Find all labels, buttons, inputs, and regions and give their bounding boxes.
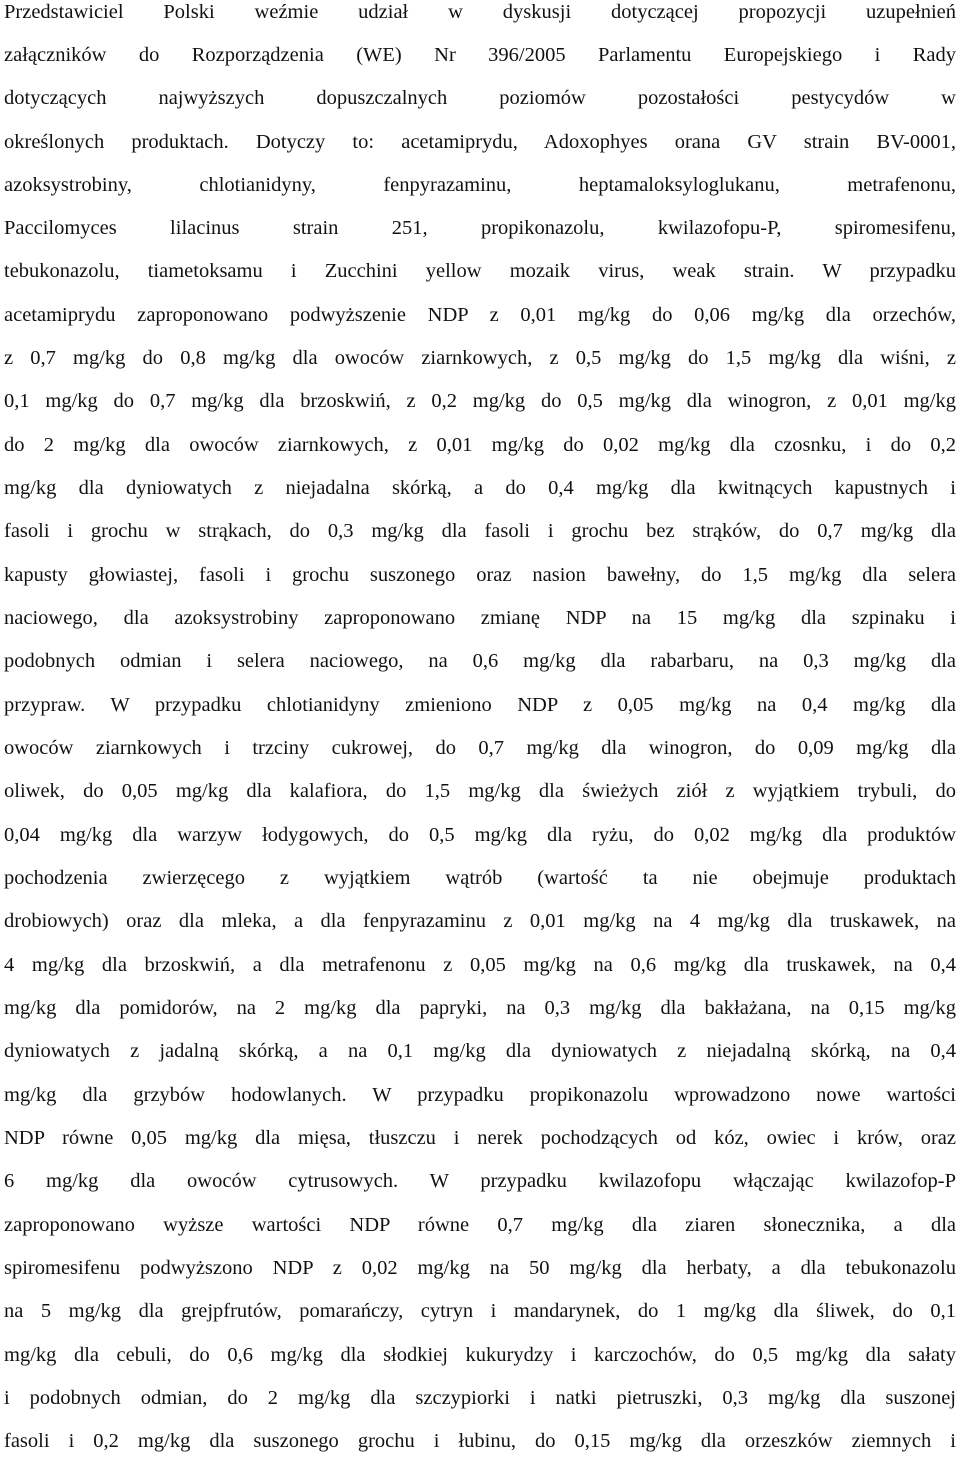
paragraph-line: naciowego, dla azoksystrobiny zaproponowano zmianę NDP na 15 mg/kg dla szpinaku i xyxy=(4,607,956,629)
paragraph-line: mg/kg dla cebuli, do 0,6 mg/kg dla słodkiej kukurydzy i karczochów, do 0,5 mg/kg dla sałaty xyxy=(4,1344,956,1366)
paragraph-line: określonych produktach. Dotyczy to: acetamiprydu, Adoxophyes orana GV strain BV-0001, xyxy=(4,131,956,153)
paragraph-line: dotyczących najwyższych dopuszczalnych poziomów pozostałości pestycydów w xyxy=(4,87,956,109)
paragraph-line: Przedstawiciel Polski weźmie udział w dyskusji dotyczącej propozycji uzupełnień xyxy=(4,1,956,23)
paragraph-line: pochodzenia zwierzęcego z wyjątkiem wątrób (wartość ta nie obejmuje produktach xyxy=(4,867,956,889)
paragraph-line: Paccilomyces lilacinus strain 251, propikonazolu, kwilazofopu-P, spiromesifenu, xyxy=(4,217,956,239)
paragraph-line: mg/kg dla pomidorów, na 2 mg/kg dla papryki, na 0,3 mg/kg dla bakłażana, na 0,15 mg/kg xyxy=(4,997,956,1019)
paragraph-line: 0,1 mg/kg do 0,7 mg/kg dla brzoskwiń, z 0,2 mg/kg do 0,5 mg/kg dla winogron, z 0,01 mg/kg xyxy=(4,390,956,412)
paragraph-line: mg/kg dla grzybów hodowlanych. W przypadku propikonazolu wprowadzono nowe wartości xyxy=(4,1084,956,1106)
paragraph-line: z 0,7 mg/kg do 0,8 mg/kg dla owoców ziarnkowych, z 0,5 mg/kg do 1,5 mg/kg dla wiśni, z xyxy=(4,347,956,369)
paragraph-line: mg/kg dla dyniowatych z niejadalna skórką, a do 0,4 mg/kg dla kwitnących kapustnych i xyxy=(4,477,956,499)
paragraph-line: kapusty głowiastej, fasoli i grochu suszonego oraz nasion bawełny, do 1,5 mg/kg dla selera xyxy=(4,564,956,586)
paragraph-line: dyniowatych z jadalną skórką, a na 0,1 mg/kg dla dyniowatych z niejadalną skórką, na 0,4 xyxy=(4,1040,956,1062)
paragraph-line: tebukonazolu, tiametoksamu i Zucchini yellow mozaik virus, weak strain. W przypadku xyxy=(4,260,956,282)
paragraph-line: spiromesifenu podwyższono NDP z 0,02 mg/kg na 50 mg/kg dla herbaty, a dla tebukonazolu xyxy=(4,1257,956,1279)
paragraph-line: 0,04 mg/kg dla warzyw łodygowych, do 0,5 mg/kg dla ryżu, do 0,02 mg/kg dla produktów xyxy=(4,824,956,846)
paragraph-line: 4 mg/kg dla brzoskwiń, a dla metrafenonu z 0,05 mg/kg na 0,6 mg/kg dla truskawek, na 0,4 xyxy=(4,954,956,976)
paragraph-line: załączników do Rozporządzenia (WE) Nr 396/2005 Parlamentu Europejskiego i Rady xyxy=(4,44,956,66)
paragraph-line: owoców ziarnkowych i trzciny cukrowej, do 0,7 mg/kg dla winogron, do 0,09 mg/kg dla xyxy=(4,737,956,759)
paragraph-line: podobnych odmian i selera naciowego, na 0,6 mg/kg dla rabarbaru, na 0,3 mg/kg dla xyxy=(4,650,956,672)
paragraph-line: fasoli i grochu w strąkach, do 0,3 mg/kg dla fasoli i grochu bez strąków, do 0,7 mg/kg dla xyxy=(4,520,956,542)
paragraph-line: fasoli i 0,2 mg/kg dla suszonego grochu i łubinu, do 0,15 mg/kg dla orzeszków ziemnych i xyxy=(4,1430,956,1452)
paragraph-line: i podobnych odmian, do 2 mg/kg dla szczypiorki i natki pietruszki, 0,3 mg/kg dla suszonej xyxy=(4,1387,956,1409)
paragraph-line: acetamiprydu zaproponowano podwyższenie NDP z 0,01 mg/kg do 0,06 mg/kg dla orzechów, xyxy=(4,304,956,326)
paragraph-line: drobiowych) oraz dla mleka, a dla fenpyrazaminu z 0,01 mg/kg na 4 mg/kg dla truskawek, na xyxy=(4,910,956,932)
paragraph-line: przypraw. W przypadku chlotianidyny zmieniono NDP z 0,05 mg/kg na 0,4 mg/kg dla xyxy=(4,694,956,716)
paragraph-line: oliwek, do 0,05 mg/kg dla kalafiora, do 1,5 mg/kg dla świeżych ziół z wyjątkiem trybuli, do xyxy=(4,780,956,802)
paragraph-line: na 5 mg/kg dla grejpfrutów, pomarańczy, cytryn i mandarynek, do 1 mg/kg dla śliwek, do 0,1 xyxy=(4,1300,956,1322)
paragraph-line: zaproponowano wyższe wartości NDP równe 0,7 mg/kg dla ziaren słonecznika, a dla xyxy=(4,1214,956,1236)
paragraph-line: azoksystrobiny, chlotianidyny, fenpyrazaminu, heptamaloksyloglukanu, metrafenonu, xyxy=(4,174,956,196)
paragraph-line: NDP równe 0,05 mg/kg dla mięsa, tłuszczu i nerek pochodzących od kóz, owiec i krów, oraz xyxy=(4,1127,956,1149)
paragraph-line: 6 mg/kg dla owoców cytrusowych. W przypadku kwilazofopu włączając kwilazofop-P xyxy=(4,1170,956,1192)
paragraph-line: do 2 mg/kg dla owoców ziarnkowych, z 0,01 mg/kg do 0,02 mg/kg dla czosnku, i do 0,2 xyxy=(4,434,956,456)
